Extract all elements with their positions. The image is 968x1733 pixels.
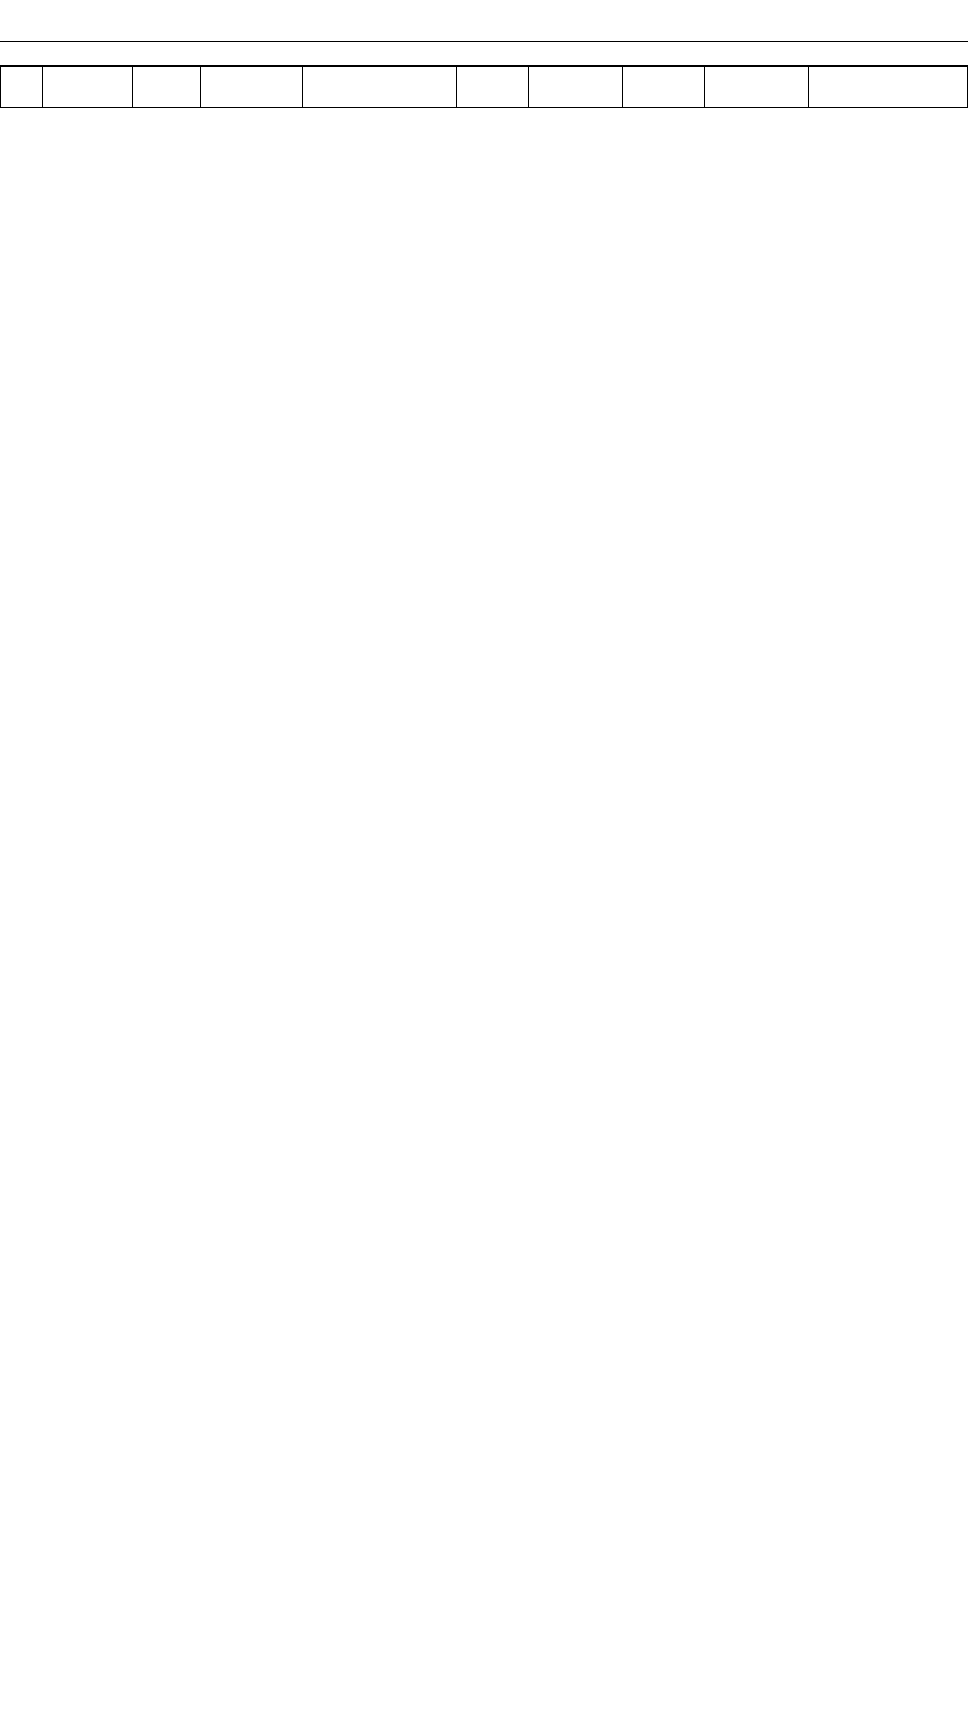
header-seq <box>1 67 43 108</box>
score-formula <box>0 42 968 66</box>
header-id-number <box>303 67 457 108</box>
header-room <box>43 67 133 108</box>
header-written-score <box>457 67 529 108</box>
header-total-score <box>809 67 968 108</box>
header-final-interview-score <box>705 67 809 108</box>
header-draw-number <box>133 67 201 108</box>
header-raw-interview-score <box>529 67 623 108</box>
table-header-row <box>1 67 968 108</box>
results-table <box>0 66 968 108</box>
header-weight-coefficient <box>623 67 705 108</box>
header-ticket-number <box>201 67 303 108</box>
page-title <box>0 0 968 42</box>
